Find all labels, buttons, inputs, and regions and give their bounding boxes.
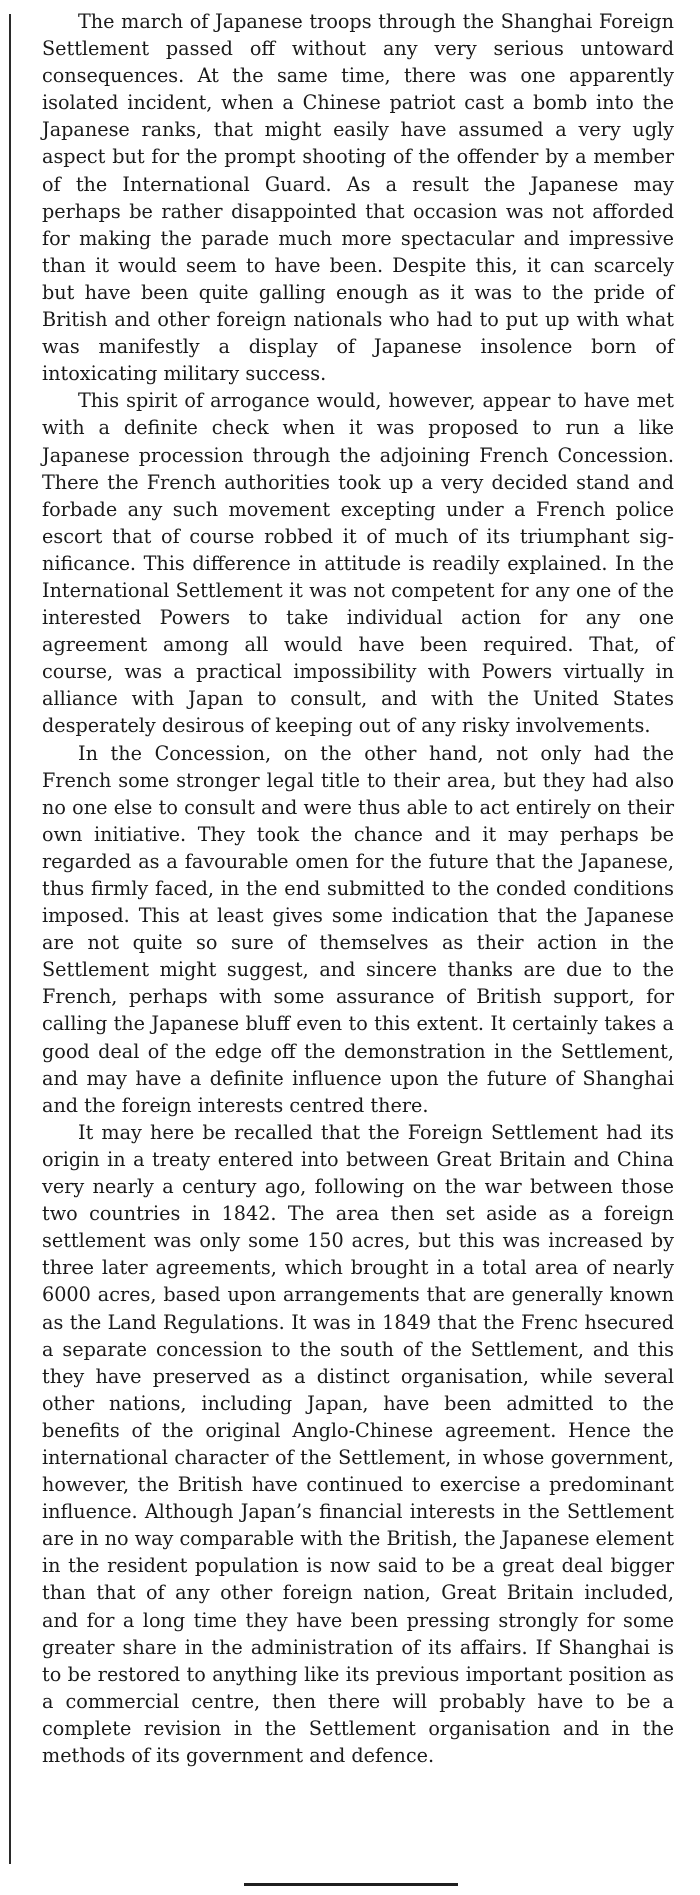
article-body xyxy=(42,8,674,1769)
paragraph-4: It may here be recalled that the Foreign Settlement had its origin in a treaty entered into between Great Britain and China very nearly a century ago, following on the war between those two countries in 1842. The area then set aside as a foreign settlement was only some 150 acres, but this was increased by three later agreements, which brought in a total area of nearly 6000 acres, based upon arrangements that are generally known as the Land Regulations. It was in 1849 that the Frenc hsecured a separate concession to the south of the Settlement, and this they have preserved as a distinct organisation, while several other nations, including Japan, have been admitted to the benefits of the original Anglo-Chinese agreement. Hence the international character of the Settlement, in whose government, however, the British have continued to exercise a predominant influence. Although Japan’s financial interests in the Settlement are in no way comparable with the British, the Japanese element in the resident population is now said to be a great deal bigger than that of any other foreign nation, Great Britain included, and for a long time they have been pressing strongly for some greater share in the administration of its affairs. If Shanghai is to be restored to anything like its previous important position as a commercial centre, then there will probably have to be a complete revision in the Settlement organisation and in the methods of its government and defence. xyxy=(42,1120,674,1767)
end-of-article-rule xyxy=(244,1883,458,1886)
paragraph-1: The march of Japanese troops through the Shanghai Foreign Settlement passed off without any very serious untoward consequences. At the same time, there was one apparently isolated incident, when a Chinese patriot cast a bomb into the Japanese ranks, that might easily have assumed a very ugly aspect but for the prompt shooting of the offender by a member of the International Guard. As a result the Japanese may perhaps be rather disappointed that occasion was not afforded for making the parade much more spectacular and impressive than it would seem to have been. Despite this, it can scarcely but have been quite galling enough as it was to the pride of British and other foreign nationals who had to put up with what was manifestly a display of Japanese insolence born of intoxicating military success. xyxy=(42,10,674,386)
paragraph-2: This spirit of arrogance would, however, appear to have met with a definite check when it was proposed to run a like Japanese procession through the adjoining French Concession. There the French authorities took up a very decided stand and forbade any such movement excepting under a French police escort that of course robbed it of much of its triumphant significance. This difference in attitude is readily explained. In the International Settlement it was not competent for any one of the interested Powers to take individual action for any one agreement among all would have been required. That, of course, was a practical impossibility with Powers virtually in alliance with Japan to consult, and with the United States desperately desirous of keeping out of any risky involvements. xyxy=(42,389,674,738)
left-margin-rule xyxy=(9,14,11,1864)
paragraph-3: In the Concession, on the other hand, not only had the French some stronger legal title to their area, but they had also no one else to consult and were thus able to act entirely on their own initiative. They took the chance and it may perhaps be regarded as a favourable omen for the future that the Japanese, thus firmly faced, in the end submitted to the conded conditions imposed. This at least gives some indication that the Japanese are not quite so sure of themselves as their action in the Settlement might suggest, and sincere thanks are due to the French, perhaps with some assurance of British support, for calling the Japanese bluff even to this extent. It certainly takes a good deal of the edge off the demonstration in the Settlement, and may have a definite influence upon the future of Shanghai and the foreign interests centred there. xyxy=(42,741,674,1117)
